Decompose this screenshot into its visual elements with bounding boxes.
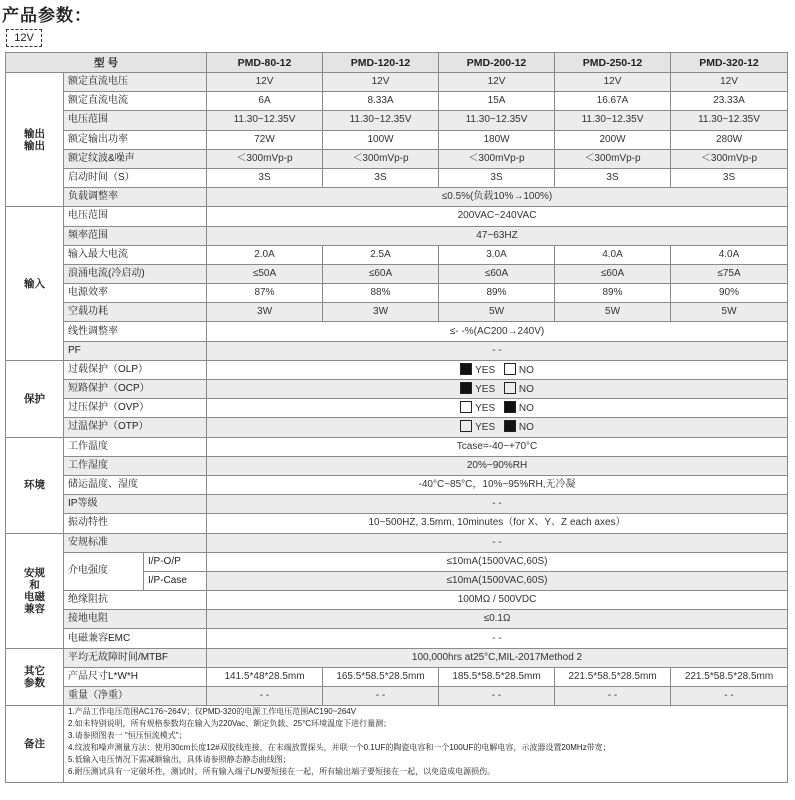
cell: 100W bbox=[323, 130, 439, 149]
cell: ≤- -%(AC200→240V) bbox=[207, 322, 788, 341]
cell: 11.30~12.35V bbox=[671, 111, 788, 130]
spec-table bbox=[5, 52, 788, 783]
cell: 4.0A bbox=[671, 245, 788, 264]
sub-label: I/P-O/P bbox=[144, 552, 207, 571]
empty-box-icon bbox=[504, 363, 516, 375]
group-output: 输出 输出 bbox=[6, 73, 64, 207]
header-row bbox=[6, 53, 788, 73]
voltage-tag: 12V bbox=[6, 29, 42, 47]
cell: - - bbox=[439, 687, 555, 706]
empty-box-icon bbox=[460, 420, 472, 432]
model-name: PMD-200-12 bbox=[439, 53, 555, 73]
cell: -40°C~85°C，10%~95%RH,无冷凝 bbox=[207, 475, 788, 494]
model-name: PMD-320-12 bbox=[671, 53, 788, 73]
table-row bbox=[6, 667, 788, 686]
checked-box-icon bbox=[504, 420, 516, 432]
table-row bbox=[6, 207, 788, 226]
row-label: 电压范围 bbox=[64, 207, 207, 226]
cell: ≤60A bbox=[323, 264, 439, 283]
cell: ≤50A bbox=[207, 264, 323, 283]
table-row bbox=[6, 284, 788, 303]
row-label: 安规标准 bbox=[64, 533, 207, 552]
row-label: 额定输出功率 bbox=[64, 130, 207, 149]
table-row bbox=[6, 475, 788, 494]
note-line: 6.耐压测试具有一定破坏性，测试时，所有输入端子L/N要短接在一起，所有输出端子要短接在一起，以免造成电源损伤。 bbox=[68, 767, 496, 777]
row-label: 接地电阻 bbox=[64, 610, 207, 629]
cell: 3S bbox=[323, 168, 439, 187]
group-line: 和 bbox=[29, 578, 40, 591]
group-notes: 备注 bbox=[6, 706, 64, 783]
group-protection: 保护 bbox=[6, 360, 64, 437]
empty-box-icon bbox=[504, 382, 516, 394]
cell: 12V bbox=[439, 73, 555, 92]
group-line: 安规 bbox=[24, 566, 45, 579]
model-name: PMD-80-12 bbox=[207, 53, 323, 73]
note-line: 5.低输入电压情况下需减额输出，具体请参照静态静态曲线图； bbox=[68, 755, 291, 765]
checked-box-icon bbox=[460, 382, 472, 394]
table-row bbox=[6, 399, 788, 418]
row-label: 空载功耗 bbox=[64, 303, 207, 322]
row-label: 额定直流电压 bbox=[64, 73, 207, 92]
table-row bbox=[6, 687, 788, 706]
cell: 165.5*58.5*28.5mm bbox=[323, 667, 439, 686]
cell: - - bbox=[207, 629, 788, 648]
group-other bbox=[6, 648, 64, 706]
row-label: 介电强度 bbox=[64, 552, 144, 590]
yes-text: YES bbox=[475, 384, 496, 396]
table-row bbox=[6, 73, 788, 92]
cell: 3S bbox=[439, 168, 555, 187]
cell: ＜300mVp-p bbox=[671, 149, 788, 168]
group-environment: 环境 bbox=[6, 437, 64, 533]
cell: 10~500HZ, 3.5mm, 10minutes（for X、Y、Z each axes） bbox=[207, 514, 788, 533]
cell: - - bbox=[671, 687, 788, 706]
cell: - - bbox=[323, 687, 439, 706]
cell: 8.33A bbox=[323, 92, 439, 111]
yes-text: YES bbox=[475, 364, 496, 376]
no-text: NO bbox=[518, 422, 534, 434]
cell: ≤0.5%(负载10%→100%) bbox=[207, 188, 788, 207]
table-row bbox=[6, 303, 788, 322]
cell: 11.30~12.35V bbox=[555, 111, 671, 130]
group-line: 电磁 bbox=[24, 590, 45, 603]
yes-no-cell bbox=[207, 418, 788, 437]
cell: 2.0A bbox=[207, 245, 323, 264]
cell: - - bbox=[207, 495, 788, 514]
model-name: PMD-120-12 bbox=[323, 53, 439, 73]
cell: 15A bbox=[439, 92, 555, 111]
table-row bbox=[6, 533, 788, 552]
row-label: 电源效率 bbox=[64, 284, 207, 303]
cell: - - bbox=[207, 533, 788, 552]
row-label: 工作温度 bbox=[64, 437, 207, 456]
cell: 88% bbox=[323, 284, 439, 303]
cell: 3S bbox=[555, 168, 671, 187]
row-label: 重量（净重） bbox=[64, 687, 207, 706]
cell: ＜300mVp-p bbox=[555, 149, 671, 168]
cell: 185.5*58.5*28.5mm bbox=[439, 667, 555, 686]
cell: ≤10mA(1500VAC,60S) bbox=[207, 552, 788, 571]
cell: 100,000hrs at25°C,MIL-2017Method 2 bbox=[207, 648, 788, 667]
table-row bbox=[6, 264, 788, 283]
cell: - - bbox=[207, 687, 323, 706]
row-label: PF bbox=[64, 341, 207, 360]
row-label: 绝缘阻抗 bbox=[64, 591, 207, 610]
notes-cell bbox=[64, 706, 788, 783]
row-label: 过温保护（OTP） bbox=[64, 418, 207, 437]
table-row bbox=[6, 591, 788, 610]
row-label: 电磁兼容EMC bbox=[64, 629, 207, 648]
cell: 3W bbox=[323, 303, 439, 322]
cell: 72W bbox=[207, 130, 323, 149]
cell: ≤10mA(1500VAC,60S) bbox=[207, 571, 788, 590]
cell: - - bbox=[555, 687, 671, 706]
cell: 3S bbox=[671, 168, 788, 187]
row-label: 额定纹波&噪声 bbox=[64, 149, 207, 168]
yes-no-cell bbox=[207, 399, 788, 418]
cell: 5W bbox=[439, 303, 555, 322]
row-label: 工作湿度 bbox=[64, 456, 207, 475]
table-row bbox=[6, 111, 788, 130]
note-line: 1.产品工作电压范围AC176~264V；仅PMD-320的电源工作电压范围AC190~264V bbox=[68, 707, 357, 717]
row-label: 浪涌电流(冷启动) bbox=[64, 264, 207, 283]
cell: ＜300mVp-p bbox=[323, 149, 439, 168]
table-row bbox=[6, 149, 788, 168]
table-row bbox=[6, 92, 788, 111]
note-line: 2.如未特别说明，所有规格参数均在输入为220Vac、额定负载、25°C环境温度下进行量测； bbox=[68, 719, 392, 729]
table-row bbox=[6, 610, 788, 629]
cell: 89% bbox=[439, 284, 555, 303]
cell: 20%~90%RH bbox=[207, 456, 788, 475]
cell: ＜300mVp-p bbox=[439, 149, 555, 168]
cell: 200VAC~240VAC bbox=[207, 207, 788, 226]
table-row bbox=[6, 495, 788, 514]
row-label: 负载调整率 bbox=[64, 188, 207, 207]
notes-row bbox=[6, 706, 788, 783]
page-title: 产品参数： bbox=[2, 6, 92, 26]
cell: ≤0.1Ω bbox=[207, 610, 788, 629]
row-label: 短路保护（OCP） bbox=[64, 380, 207, 399]
table-row bbox=[6, 360, 788, 379]
row-label: IP等级 bbox=[64, 495, 207, 514]
table-row bbox=[6, 514, 788, 533]
cell: 6A bbox=[207, 92, 323, 111]
cell: Tcase=-40~+70°C bbox=[207, 437, 788, 456]
table-row bbox=[6, 629, 788, 648]
cell: 221.5*58.5*28.5mm bbox=[555, 667, 671, 686]
row-label: 过载保护（OLP） bbox=[64, 360, 207, 379]
table-row bbox=[6, 168, 788, 187]
row-label: 产品尺寸L*W*H bbox=[64, 667, 207, 686]
table-row bbox=[6, 437, 788, 456]
row-label: 线性调整率 bbox=[64, 322, 207, 341]
cell: 2.5A bbox=[323, 245, 439, 264]
table-row bbox=[6, 245, 788, 264]
yes-no-cell bbox=[207, 360, 788, 379]
table-row bbox=[6, 380, 788, 399]
cell: 5W bbox=[671, 303, 788, 322]
table-row bbox=[6, 130, 788, 149]
group-line: 兼容 bbox=[24, 602, 45, 615]
group-line: 参数 bbox=[24, 676, 45, 689]
cell: 11.30~12.35V bbox=[439, 111, 555, 130]
cell: 280W bbox=[671, 130, 788, 149]
yes-no-cell bbox=[207, 380, 788, 399]
table-row bbox=[6, 648, 788, 667]
cell: 221.5*58.5*28.5mm bbox=[671, 667, 788, 686]
row-label: 额定直流电流 bbox=[64, 92, 207, 111]
group-line: 其它 bbox=[24, 664, 45, 677]
cell: 90% bbox=[671, 284, 788, 303]
cell: ≤75A bbox=[671, 264, 788, 283]
table-row bbox=[6, 418, 788, 437]
yes-text: YES bbox=[475, 422, 496, 434]
table-row bbox=[6, 456, 788, 475]
cell: 47~63HZ bbox=[207, 226, 788, 245]
cell: 200W bbox=[555, 130, 671, 149]
cell: 12V bbox=[323, 73, 439, 92]
table-row bbox=[6, 322, 788, 341]
group-input: 输入 bbox=[6, 207, 64, 361]
cell: 16.67A bbox=[555, 92, 671, 111]
cell: 100MΩ / 500VDC bbox=[207, 591, 788, 610]
row-label: 输入最大电流 bbox=[64, 245, 207, 264]
row-label: 启动时间（S） bbox=[64, 168, 207, 187]
table-row bbox=[6, 552, 788, 571]
row-label: 电压范围 bbox=[64, 111, 207, 130]
empty-box-icon bbox=[460, 401, 472, 413]
model-label: 型 号 bbox=[6, 53, 207, 73]
group-safety-emc bbox=[6, 533, 64, 648]
no-text: NO bbox=[518, 403, 534, 415]
checked-box-icon bbox=[460, 363, 472, 375]
cell: ＜300mVp-p bbox=[207, 149, 323, 168]
cell: - - bbox=[207, 341, 788, 360]
table-row bbox=[6, 188, 788, 207]
checked-box-icon bbox=[504, 401, 516, 413]
cell: 3.0A bbox=[439, 245, 555, 264]
row-label: 频率范围 bbox=[64, 226, 207, 245]
note-line: 3.请参照图表一 "恒压恒流模式"； bbox=[68, 731, 187, 741]
cell: 87% bbox=[207, 284, 323, 303]
row-label: 储运温度、湿度 bbox=[64, 475, 207, 494]
model-name: PMD-250-12 bbox=[555, 53, 671, 73]
no-text: NO bbox=[518, 364, 534, 376]
cell: 3S bbox=[207, 168, 323, 187]
row-label: 振动特性 bbox=[64, 514, 207, 533]
cell: 11.30~12.35V bbox=[323, 111, 439, 130]
cell: 89% bbox=[555, 284, 671, 303]
cell: 5W bbox=[555, 303, 671, 322]
row-label: 平均无故障时间/MTBF bbox=[64, 648, 207, 667]
table-row bbox=[6, 226, 788, 245]
note-line: 4.纹波和噪声测量方法：使用30cm长度12#双胶线连接，在末端放置探头，并联一个0.1UF的陶瓷电容和一个100UF的电解电容，示波器设置20MHz带宽； bbox=[68, 743, 611, 753]
cell: 11.30~12.35V bbox=[207, 111, 323, 130]
yes-text: YES bbox=[475, 403, 496, 415]
row-label: 过压保护（OVP） bbox=[64, 399, 207, 418]
cell: 12V bbox=[207, 73, 323, 92]
cell: 141.5*48*28.5mm bbox=[207, 667, 323, 686]
sub-label: I/P-Case bbox=[144, 571, 207, 590]
no-text: NO bbox=[518, 384, 534, 396]
cell: ≤60A bbox=[439, 264, 555, 283]
cell: 4.0A bbox=[555, 245, 671, 264]
cell: 3W bbox=[207, 303, 323, 322]
cell: ≤60A bbox=[555, 264, 671, 283]
cell: 180W bbox=[439, 130, 555, 149]
table-row bbox=[6, 341, 788, 360]
cell: 12V bbox=[555, 73, 671, 92]
cell: 12V bbox=[671, 73, 788, 92]
cell: 23.33A bbox=[671, 92, 788, 111]
